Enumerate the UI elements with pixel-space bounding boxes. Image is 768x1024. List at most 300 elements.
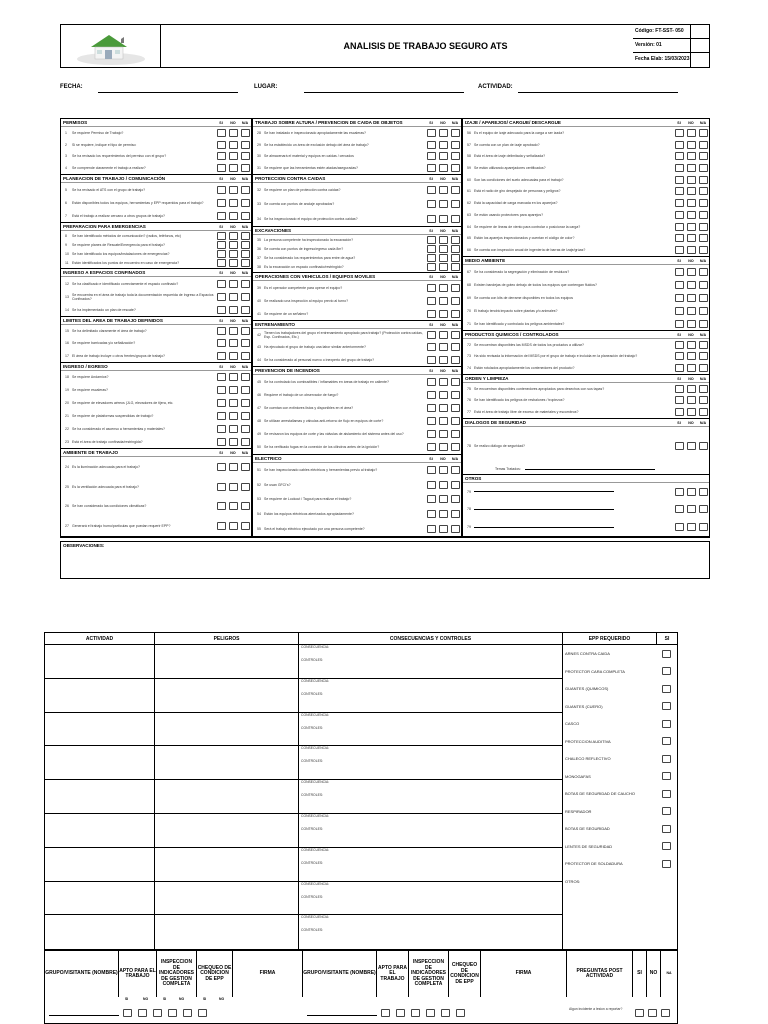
temas-line[interactable]: [525, 469, 655, 470]
answer-checkbox[interactable]: [241, 141, 250, 149]
answer-checkbox[interactable]: [451, 356, 460, 364]
answer-checkbox[interactable]: [427, 245, 436, 253]
answer-checkbox[interactable]: [439, 525, 448, 533]
answer-checkbox[interactable]: [241, 152, 250, 160]
answer-checkbox[interactable]: [687, 385, 696, 393]
answer-checkbox[interactable]: [229, 339, 238, 347]
checkbox[interactable]: [168, 1009, 177, 1017]
answer-checkbox[interactable]: [675, 488, 684, 496]
answer-checkbox[interactable]: [229, 152, 238, 160]
answer-checkbox[interactable]: [427, 430, 436, 438]
answer-checkbox[interactable]: [241, 339, 250, 347]
answer-checkbox[interactable]: [439, 417, 448, 425]
answer-checkbox[interactable]: [427, 164, 436, 172]
answer-checkbox[interactable]: [229, 412, 238, 420]
epp-checkbox[interactable]: [662, 772, 671, 780]
answer-checkbox[interactable]: [229, 425, 238, 433]
answer-checkbox[interactable]: [229, 373, 238, 381]
answer-checkbox[interactable]: [699, 211, 708, 219]
answer-checkbox[interactable]: [241, 425, 250, 433]
answer-checkbox[interactable]: [675, 281, 684, 289]
epp-checkbox[interactable]: [662, 860, 671, 868]
epp-checkbox[interactable]: [662, 702, 671, 710]
answer-checkbox[interactable]: [451, 254, 460, 262]
answer-checkbox[interactable]: [217, 502, 226, 510]
answer-checkbox[interactable]: [229, 463, 238, 471]
answer-checkbox[interactable]: [427, 152, 436, 160]
answer-checkbox[interactable]: [687, 320, 696, 328]
answer-checkbox[interactable]: [439, 443, 448, 451]
answer-checkbox[interactable]: [675, 320, 684, 328]
answer-checkbox[interactable]: [241, 327, 250, 335]
answer-checkbox[interactable]: [427, 510, 436, 518]
epp-checkbox[interactable]: [662, 755, 671, 763]
answer-checkbox[interactable]: [699, 187, 708, 195]
answer-checkbox[interactable]: [687, 408, 696, 416]
table-cell[interactable]: [45, 746, 154, 780]
answer-checkbox[interactable]: [217, 250, 226, 258]
table-cell[interactable]: [299, 713, 562, 747]
answer-checkbox[interactable]: [439, 164, 448, 172]
table-cell[interactable]: [299, 882, 562, 916]
answer-checkbox[interactable]: [217, 280, 226, 288]
answer-checkbox[interactable]: [427, 129, 436, 137]
answer-checkbox[interactable]: [427, 254, 436, 262]
answer-checkbox[interactable]: [699, 281, 708, 289]
answer-checkbox[interactable]: [699, 396, 708, 404]
answer-checkbox[interactable]: [675, 352, 684, 360]
answer-checkbox[interactable]: [451, 297, 460, 305]
answer-checkbox[interactable]: [229, 306, 238, 314]
answer-checkbox[interactable]: [229, 259, 238, 267]
epp-checkbox[interactable]: [662, 842, 671, 850]
answer-checkbox[interactable]: [675, 505, 684, 513]
answer-checkbox[interactable]: [217, 463, 226, 471]
table-cell[interactable]: [45, 814, 154, 848]
table-cell[interactable]: [299, 814, 562, 848]
answer-checkbox[interactable]: [699, 488, 708, 496]
answer-checkbox[interactable]: [229, 280, 238, 288]
table-cell[interactable]: [45, 679, 154, 713]
answer-checkbox[interactable]: [451, 495, 460, 503]
answer-checkbox[interactable]: [699, 307, 708, 315]
answer-checkbox[interactable]: [439, 510, 448, 518]
answer-checkbox[interactable]: [217, 212, 226, 220]
answer-checkbox[interactable]: [687, 294, 696, 302]
answer-checkbox[interactable]: [451, 215, 460, 223]
answer-checkbox[interactable]: [687, 223, 696, 231]
answer-checkbox[interactable]: [451, 310, 460, 318]
answer-checkbox[interactable]: [675, 141, 684, 149]
checkbox[interactable]: [153, 1009, 162, 1017]
answer-checkbox[interactable]: [241, 386, 250, 394]
table-cell[interactable]: [45, 780, 154, 814]
answer-checkbox[interactable]: [217, 241, 226, 249]
answer-checkbox[interactable]: [699, 164, 708, 172]
answer-checkbox[interactable]: [229, 438, 238, 446]
answer-checkbox[interactable]: [217, 293, 226, 301]
answer-checkbox[interactable]: [687, 341, 696, 349]
checkbox[interactable]: [426, 1009, 435, 1017]
answer-checkbox[interactable]: [229, 327, 238, 335]
answer-checkbox[interactable]: [439, 284, 448, 292]
checkbox[interactable]: [396, 1009, 405, 1017]
answer-checkbox[interactable]: [229, 232, 238, 240]
answer-checkbox[interactable]: [229, 386, 238, 394]
answer-checkbox[interactable]: [699, 385, 708, 393]
epp-checkbox[interactable]: [662, 720, 671, 728]
answer-checkbox[interactable]: [675, 199, 684, 207]
answer-checkbox[interactable]: [439, 356, 448, 364]
answer-checkbox[interactable]: [451, 417, 460, 425]
table-cell[interactable]: [299, 848, 562, 882]
epp-checkbox[interactable]: [662, 650, 671, 658]
answer-checkbox[interactable]: [229, 199, 238, 207]
table-cell[interactable]: [299, 780, 562, 814]
answer-checkbox[interactable]: [241, 438, 250, 446]
answer-checkbox[interactable]: [427, 343, 436, 351]
answer-checkbox[interactable]: [427, 284, 436, 292]
answer-checkbox[interactable]: [217, 425, 226, 433]
answer-checkbox[interactable]: [687, 211, 696, 219]
answer-checkbox[interactable]: [217, 306, 226, 314]
answer-checkbox[interactable]: [699, 442, 708, 450]
answer-checkbox[interactable]: [229, 250, 238, 258]
answer-checkbox[interactable]: [439, 245, 448, 253]
checkbox[interactable]: [411, 1009, 420, 1017]
answer-checkbox[interactable]: [687, 505, 696, 513]
answer-checkbox[interactable]: [687, 129, 696, 137]
answer-checkbox[interactable]: [439, 254, 448, 262]
answer-checkbox[interactable]: [687, 234, 696, 242]
answer-checkbox[interactable]: [241, 352, 250, 360]
table-cell[interactable]: [45, 713, 154, 747]
answer-checkbox[interactable]: [675, 164, 684, 172]
answer-checkbox[interactable]: [699, 141, 708, 149]
answer-checkbox[interactable]: [699, 408, 708, 416]
visitor-name-line-2[interactable]: [307, 1015, 377, 1016]
answer-checkbox[interactable]: [687, 176, 696, 184]
answer-checkbox[interactable]: [675, 307, 684, 315]
answer-checkbox[interactable]: [217, 259, 226, 267]
answer-checkbox[interactable]: [217, 199, 226, 207]
answer-checkbox[interactable]: [241, 399, 250, 407]
answer-checkbox[interactable]: [675, 234, 684, 242]
answer-checkbox[interactable]: [675, 408, 684, 416]
answer-checkbox[interactable]: [439, 215, 448, 223]
observaciones-box[interactable]: [60, 541, 710, 579]
actividad-field[interactable]: [518, 92, 678, 93]
answer-checkbox[interactable]: [699, 268, 708, 276]
answer-checkbox[interactable]: [687, 268, 696, 276]
answer-checkbox[interactable]: [699, 320, 708, 328]
answer-checkbox[interactable]: [699, 129, 708, 137]
answer-checkbox[interactable]: [241, 199, 250, 207]
table-cell[interactable]: [155, 645, 298, 679]
checkbox[interactable]: [661, 1009, 670, 1017]
answer-checkbox[interactable]: [699, 294, 708, 302]
answer-checkbox[interactable]: [675, 364, 684, 372]
answer-checkbox[interactable]: [439, 129, 448, 137]
answer-checkbox[interactable]: [229, 293, 238, 301]
answer-checkbox[interactable]: [675, 385, 684, 393]
answer-checkbox[interactable]: [439, 297, 448, 305]
answer-checkbox[interactable]: [217, 522, 226, 530]
answer-checkbox[interactable]: [687, 152, 696, 160]
answer-checkbox[interactable]: [675, 152, 684, 160]
answer-checkbox[interactable]: [241, 186, 250, 194]
visitor-name-line[interactable]: [49, 1015, 119, 1016]
answer-checkbox[interactable]: [217, 152, 226, 160]
answer-checkbox[interactable]: [229, 141, 238, 149]
answer-checkbox[interactable]: [439, 495, 448, 503]
answer-checkbox[interactable]: [451, 141, 460, 149]
answer-checkbox[interactable]: [427, 356, 436, 364]
answer-checkbox[interactable]: [217, 141, 226, 149]
answer-checkbox[interactable]: [687, 488, 696, 496]
answer-checkbox[interactable]: [687, 187, 696, 195]
answer-checkbox[interactable]: [229, 399, 238, 407]
answer-checkbox[interactable]: [699, 341, 708, 349]
answer-checkbox[interactable]: [675, 396, 684, 404]
answer-checkbox[interactable]: [439, 466, 448, 474]
answer-checkbox[interactable]: [675, 211, 684, 219]
answer-checkbox[interactable]: [427, 391, 436, 399]
answer-checkbox[interactable]: [451, 245, 460, 253]
answer-checkbox[interactable]: [427, 404, 436, 412]
otros-line[interactable]: [474, 527, 614, 528]
answer-checkbox[interactable]: [217, 352, 226, 360]
answer-checkbox[interactable]: [687, 352, 696, 360]
answer-checkbox[interactable]: [217, 232, 226, 240]
epp-checkbox[interactable]: [662, 667, 671, 675]
answer-checkbox[interactable]: [451, 404, 460, 412]
answer-checkbox[interactable]: [241, 232, 250, 240]
answer-checkbox[interactable]: [687, 307, 696, 315]
answer-checkbox[interactable]: [451, 466, 460, 474]
answer-checkbox[interactable]: [229, 241, 238, 249]
answer-checkbox[interactable]: [675, 294, 684, 302]
checkbox[interactable]: [456, 1009, 465, 1017]
answer-checkbox[interactable]: [699, 505, 708, 513]
answer-checkbox[interactable]: [427, 417, 436, 425]
answer-checkbox[interactable]: [699, 523, 708, 531]
checkbox[interactable]: [441, 1009, 450, 1017]
answer-checkbox[interactable]: [241, 412, 250, 420]
answer-checkbox[interactable]: [229, 129, 238, 137]
answer-checkbox[interactable]: [687, 164, 696, 172]
answer-checkbox[interactable]: [427, 263, 436, 271]
answer-checkbox[interactable]: [439, 263, 448, 271]
answer-checkbox[interactable]: [687, 199, 696, 207]
answer-checkbox[interactable]: [451, 391, 460, 399]
answer-checkbox[interactable]: [439, 343, 448, 351]
answer-checkbox[interactable]: [687, 281, 696, 289]
answer-checkbox[interactable]: [699, 152, 708, 160]
answer-checkbox[interactable]: [229, 522, 238, 530]
answer-checkbox[interactable]: [451, 186, 460, 194]
answer-checkbox[interactable]: [687, 523, 696, 531]
answer-checkbox[interactable]: [439, 200, 448, 208]
answer-checkbox[interactable]: [451, 200, 460, 208]
checkbox[interactable]: [648, 1009, 657, 1017]
answer-checkbox[interactable]: [241, 373, 250, 381]
otros-line[interactable]: [474, 509, 614, 510]
answer-checkbox[interactable]: [427, 378, 436, 386]
table-cell[interactable]: [299, 746, 562, 780]
answer-checkbox[interactable]: [241, 522, 250, 530]
answer-checkbox[interactable]: [439, 186, 448, 194]
answer-checkbox[interactable]: [675, 523, 684, 531]
answer-checkbox[interactable]: [241, 280, 250, 288]
answer-checkbox[interactable]: [427, 200, 436, 208]
answer-checkbox[interactable]: [241, 293, 250, 301]
answer-checkbox[interactable]: [439, 391, 448, 399]
answer-checkbox[interactable]: [675, 187, 684, 195]
answer-checkbox[interactable]: [675, 176, 684, 184]
answer-checkbox[interactable]: [687, 396, 696, 404]
table-cell[interactable]: [155, 882, 298, 916]
answer-checkbox[interactable]: [451, 164, 460, 172]
answer-checkbox[interactable]: [217, 438, 226, 446]
otros-line[interactable]: [474, 491, 614, 492]
lugar-field[interactable]: [304, 92, 464, 93]
table-cell[interactable]: [299, 915, 562, 949]
answer-checkbox[interactable]: [451, 331, 460, 339]
answer-checkbox[interactable]: [699, 199, 708, 207]
table-cell[interactable]: [299, 645, 562, 679]
answer-checkbox[interactable]: [687, 246, 696, 254]
fecha-field[interactable]: [98, 92, 238, 93]
answer-checkbox[interactable]: [427, 141, 436, 149]
answer-checkbox[interactable]: [229, 352, 238, 360]
answer-checkbox[interactable]: [229, 164, 238, 172]
checkbox[interactable]: [635, 1009, 644, 1017]
table-cell[interactable]: [45, 848, 154, 882]
answer-checkbox[interactable]: [699, 246, 708, 254]
answer-checkbox[interactable]: [217, 327, 226, 335]
answer-checkbox[interactable]: [217, 412, 226, 420]
answer-checkbox[interactable]: [451, 343, 460, 351]
answer-checkbox[interactable]: [427, 236, 436, 244]
checkbox[interactable]: [198, 1009, 207, 1017]
answer-checkbox[interactable]: [427, 186, 436, 194]
answer-checkbox[interactable]: [217, 164, 226, 172]
answer-checkbox[interactable]: [217, 483, 226, 491]
answer-checkbox[interactable]: [439, 378, 448, 386]
answer-checkbox[interactable]: [229, 502, 238, 510]
answer-checkbox[interactable]: [451, 443, 460, 451]
answer-checkbox[interactable]: [451, 236, 460, 244]
epp-checkbox[interactable]: [662, 737, 671, 745]
answer-checkbox[interactable]: [439, 331, 448, 339]
answer-checkbox[interactable]: [427, 297, 436, 305]
table-cell[interactable]: [155, 780, 298, 814]
table-cell[interactable]: [155, 713, 298, 747]
answer-checkbox[interactable]: [241, 129, 250, 137]
answer-checkbox[interactable]: [699, 223, 708, 231]
answer-checkbox[interactable]: [427, 443, 436, 451]
epp-checkbox[interactable]: [662, 685, 671, 693]
table-cell[interactable]: [45, 882, 154, 916]
answer-checkbox[interactable]: [439, 481, 448, 489]
answer-checkbox[interactable]: [675, 223, 684, 231]
table-cell[interactable]: [155, 915, 298, 949]
answer-checkbox[interactable]: [241, 463, 250, 471]
answer-checkbox[interactable]: [451, 481, 460, 489]
answer-checkbox[interactable]: [687, 364, 696, 372]
table-cell[interactable]: [155, 746, 298, 780]
answer-checkbox[interactable]: [439, 152, 448, 160]
answer-checkbox[interactable]: [427, 466, 436, 474]
epp-checkbox[interactable]: [662, 790, 671, 798]
answer-checkbox[interactable]: [241, 241, 250, 249]
answer-checkbox[interactable]: [241, 259, 250, 267]
answer-checkbox[interactable]: [229, 186, 238, 194]
table-cell[interactable]: [155, 814, 298, 848]
answer-checkbox[interactable]: [439, 430, 448, 438]
table-cell[interactable]: [45, 915, 154, 949]
answer-checkbox[interactable]: [439, 404, 448, 412]
answer-checkbox[interactable]: [451, 152, 460, 160]
answer-checkbox[interactable]: [427, 525, 436, 533]
answer-checkbox[interactable]: [217, 129, 226, 137]
answer-checkbox[interactable]: [699, 234, 708, 242]
table-cell[interactable]: [45, 645, 154, 679]
answer-checkbox[interactable]: [675, 246, 684, 254]
answer-checkbox[interactable]: [217, 386, 226, 394]
answer-checkbox[interactable]: [217, 373, 226, 381]
answer-checkbox[interactable]: [675, 268, 684, 276]
answer-checkbox[interactable]: [687, 141, 696, 149]
answer-checkbox[interactable]: [427, 215, 436, 223]
answer-checkbox[interactable]: [451, 525, 460, 533]
answer-checkbox[interactable]: [451, 378, 460, 386]
answer-checkbox[interactable]: [427, 481, 436, 489]
answer-checkbox[interactable]: [229, 483, 238, 491]
answer-checkbox[interactable]: [217, 339, 226, 347]
answer-checkbox[interactable]: [439, 236, 448, 244]
answer-checkbox[interactable]: [699, 364, 708, 372]
answer-checkbox[interactable]: [451, 129, 460, 137]
answer-checkbox[interactable]: [451, 284, 460, 292]
table-cell[interactable]: [155, 679, 298, 713]
answer-checkbox[interactable]: [241, 306, 250, 314]
answer-checkbox[interactable]: [427, 310, 436, 318]
answer-checkbox[interactable]: [675, 129, 684, 137]
answer-checkbox[interactable]: [675, 442, 684, 450]
answer-checkbox[interactable]: [427, 331, 436, 339]
answer-checkbox[interactable]: [229, 212, 238, 220]
answer-checkbox[interactable]: [439, 141, 448, 149]
answer-checkbox[interactable]: [217, 186, 226, 194]
checkbox[interactable]: [381, 1009, 390, 1017]
answer-checkbox[interactable]: [699, 176, 708, 184]
answer-checkbox[interactable]: [241, 502, 250, 510]
answer-checkbox[interactable]: [699, 352, 708, 360]
epp-checkbox[interactable]: [662, 825, 671, 833]
table-cell[interactable]: [299, 679, 562, 713]
epp-checkbox[interactable]: [662, 807, 671, 815]
checkbox[interactable]: [123, 1009, 132, 1017]
answer-checkbox[interactable]: [451, 430, 460, 438]
answer-checkbox[interactable]: [241, 212, 250, 220]
answer-checkbox[interactable]: [241, 483, 250, 491]
answer-checkbox[interactable]: [217, 399, 226, 407]
answer-checkbox[interactable]: [241, 164, 250, 172]
answer-checkbox[interactable]: [439, 310, 448, 318]
answer-checkbox[interactable]: [427, 495, 436, 503]
